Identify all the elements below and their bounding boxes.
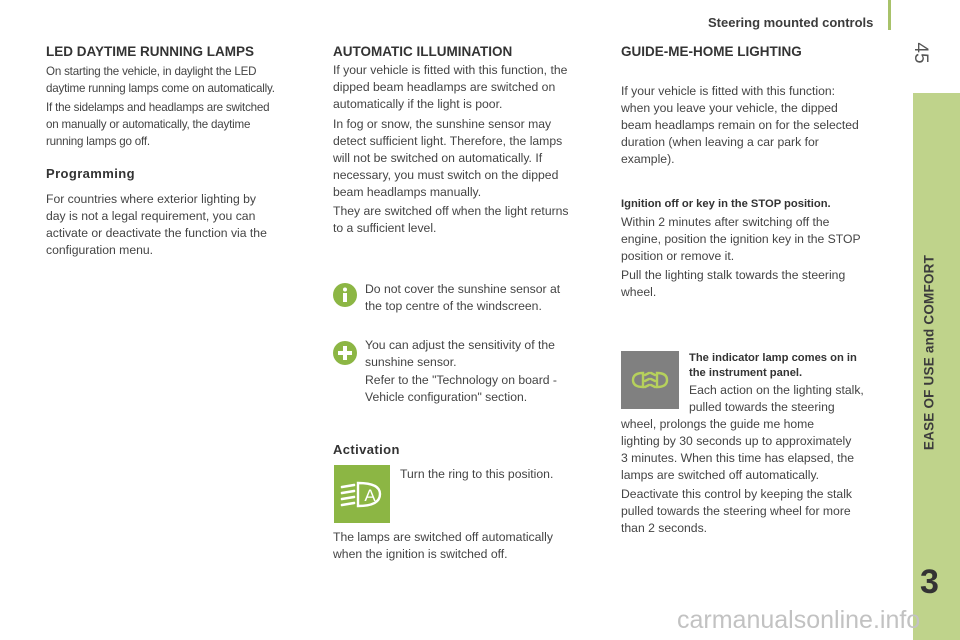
plus-icon-glyph [333, 341, 357, 365]
svg-text:A: A [364, 486, 376, 505]
page-number: 45 [910, 42, 931, 64]
auto-paragraph-1: If your vehicle is fitted with this function, the dipped beam headlamps are switched on automatically if the light is poor. [333, 63, 568, 111]
section-heading-auto-illumination: AUTOMATIC ILLUMINATION [333, 44, 513, 59]
info-note: Do not cover the sunshine sensor at the top centre of the windscreen. [365, 282, 561, 313]
guide-paragraph-4b: wheel, prolongs the guide me home lighting by 30 seconds up to approximately 3 minutes. When this time has elapsed, the lamps are switched off automatically. [621, 417, 855, 482]
chapter-tab-label: EASE OF USE and COMFORT [921, 254, 937, 451]
led-paragraph-1: On starting the vehicle, in daylight the LED daytime running lamps come on automatically. [46, 65, 275, 95]
header-divider [888, 0, 891, 30]
chapter-number: 3 [920, 563, 939, 601]
auto-headlamp-glyph [334, 465, 390, 523]
led-paragraph-2: If the sidelamps and headlamps are switched on manually or automatically, the daytime running lamps go off. [46, 101, 270, 148]
guide-paragraph-2: Within 2 minutes after switching off the engine, position the ignition key in the STOP position or remove it. [621, 215, 861, 263]
activation-text: Turn the ring to this position. [400, 467, 554, 481]
info-icon-glyph [333, 283, 357, 307]
auto-paragraph-2: In fog or snow, the sunshine sensor may detect sufficient light. Therefore, the lamps will not be switched on automatically. If necessary, you must switch on the dipped beam headlamps manually. [333, 117, 563, 199]
auto-headlamp-icon [334, 465, 390, 523]
guide-paragraph-3: Pull the lighting stalk towards the steering wheel. [621, 268, 846, 299]
guide-bold-indicator: The indicator lamp comes on in the instrument panel. [689, 352, 857, 379]
dipped-beam-indicator-icon [621, 351, 679, 409]
programming-heading: Programming [46, 166, 135, 181]
section-heading-guide-me-home: GUIDE-ME-HOME LIGHTING [621, 44, 802, 59]
programming-paragraph: For countries where exterior lighting by day is not a legal requirement, you can activate or deactivate the function via the configuration menu. [46, 192, 267, 257]
guide-paragraph-4a: Each action on the lighting stalk, pulled towards the steering [689, 383, 864, 414]
auto-paragraph-4: The lamps are switched off automatically when the ignition is switched off. [333, 530, 553, 561]
guide-paragraph-5: Deactivate this control by keeping the stalk pulled towards the steering wheel for more than 2 seconds. [621, 487, 853, 535]
activation-heading: Activation [333, 442, 400, 457]
auto-paragraph-3: They are switched off when the light returns to a sufficient level. [333, 204, 569, 235]
guide-bold-ignition: Ignition off or key in the STOP position. [621, 198, 831, 210]
info-icon [333, 283, 357, 307]
watermark: carmanualsonline.info [677, 606, 921, 634]
indicator-glyph [621, 351, 679, 409]
guide-paragraph-1: If your vehicle is fitted with this function: when you leave your vehicle, the dipped beam headlamps remain on for the selected duration (when leaving a car park for example). [621, 84, 859, 166]
running-header: Steering mounted controls [708, 15, 874, 30]
section-heading-led: LED DAYTIME RUNNING LAMPS [46, 44, 255, 59]
tip-note-2: Refer to the "Technology on board - Vehicle configuration" section. [365, 373, 557, 404]
chapter-tab [913, 93, 960, 640]
tip-plus-icon [333, 341, 357, 365]
tip-note-1: You can adjust the sensitivity of the sunshine sensor. [365, 338, 555, 369]
